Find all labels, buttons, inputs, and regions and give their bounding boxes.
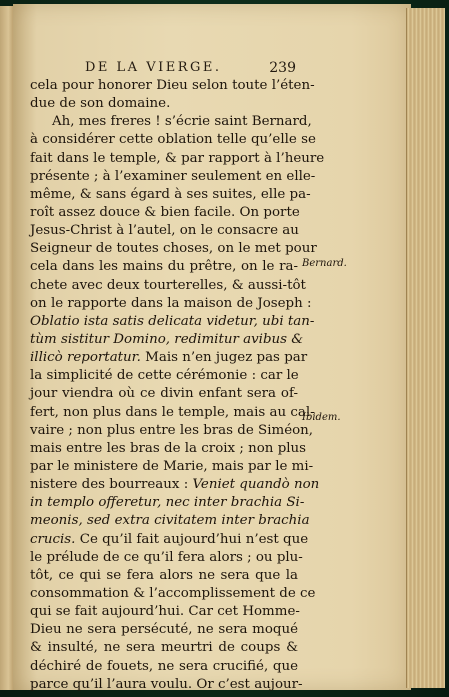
text-line: Ah, mes freres ! s’écrie saint Bernard,: [52, 114, 312, 130]
text-line: même, & sans égard à ses suites, elle pa-: [30, 186, 311, 202]
running-head: DE LA VIERGE.: [85, 60, 222, 75]
text-line: Jesus-Christ à l’autel, on le consacre au: [30, 223, 299, 239]
text-line: fert, non plus dans le temple, mais au cal-: [30, 404, 315, 420]
text-line: qui se fait aujourd’hui. Car cet Homme-: [30, 604, 300, 620]
text-line: tùm sistitur Domino, redimitur avibus &: [30, 331, 304, 347]
text-line: illicò reportatur. Mais n’en jugez pas par: [30, 350, 308, 366]
text-line: due de son domaine.: [30, 96, 171, 112]
text-line: jour viendra où ce divin enfant sera of-: [30, 386, 298, 402]
text-line: chete avec deux tourterelles, & aussi-tôt: [30, 277, 306, 293]
text-line: crucis. Ce qu’il fait aujourd’hui n’est que: [30, 531, 309, 547]
text-line: parce qu’il l’aura voulu. Or c’est aujour-: [30, 676, 303, 692]
text-line: meonis, sed extra civitatem inter brachia: [30, 513, 310, 529]
text-line: à considérer cette oblation telle qu’elle se: [30, 132, 316, 148]
margin-note-ibidem: Ibidem.: [302, 412, 341, 423]
page-stack-edge: [406, 8, 445, 688]
text-line: présente ; à l’examiner seulement en elle-: [30, 168, 316, 184]
text-line: déchiré de fouets, ne sera crucifié, que: [30, 658, 298, 674]
text-line: cela pour honorer Dieu selon toute l’éten-: [30, 78, 315, 93]
text-line: mais entre les bras de la croix ; non plus: [30, 440, 307, 456]
text-line: & insulté, ne sera meurtri de coups &: [30, 640, 298, 656]
text-line: Oblatio ista satis delicata videtur, ubi tan-: [30, 313, 315, 329]
text-line: Seigneur de toutes choses, on le met pour: [30, 241, 317, 257]
text-line: roît assez douce & bien facile. On porte: [30, 204, 300, 220]
text-line: in templo offeretur, nec inter brachia Si-: [30, 495, 305, 511]
text-line: tôt, ce qui se fera alors ne sera que la: [30, 567, 298, 583]
text-line: cela dans les mains du prêtre, on le ra-: [30, 259, 298, 275]
text-line: fait dans le temple, & par rapport à l’heure: [30, 150, 325, 166]
page-number: 239: [269, 60, 296, 76]
text-line: on le rapporte dans la maison de Joseph :: [30, 295, 312, 311]
text-line: Dieu ne sera persécuté, ne sera moqué: [30, 622, 298, 638]
text-line: vaire ; non plus entre les bras de Siméon,: [30, 422, 314, 438]
text-line: le prélude de ce qu’il fera alors ; ou plu-: [30, 549, 303, 565]
margin-note-bernard: Bernard.: [302, 258, 347, 269]
text-line: nistere des bourreaux : Veniet quandò non: [30, 477, 320, 493]
text-line: par le ministere de Marie, mais par le mi-: [30, 458, 314, 474]
text-line: la simplicité de cette cérémonie : car le: [30, 368, 299, 384]
text-line: consommation & l’accomplissement de ce: [30, 585, 316, 601]
